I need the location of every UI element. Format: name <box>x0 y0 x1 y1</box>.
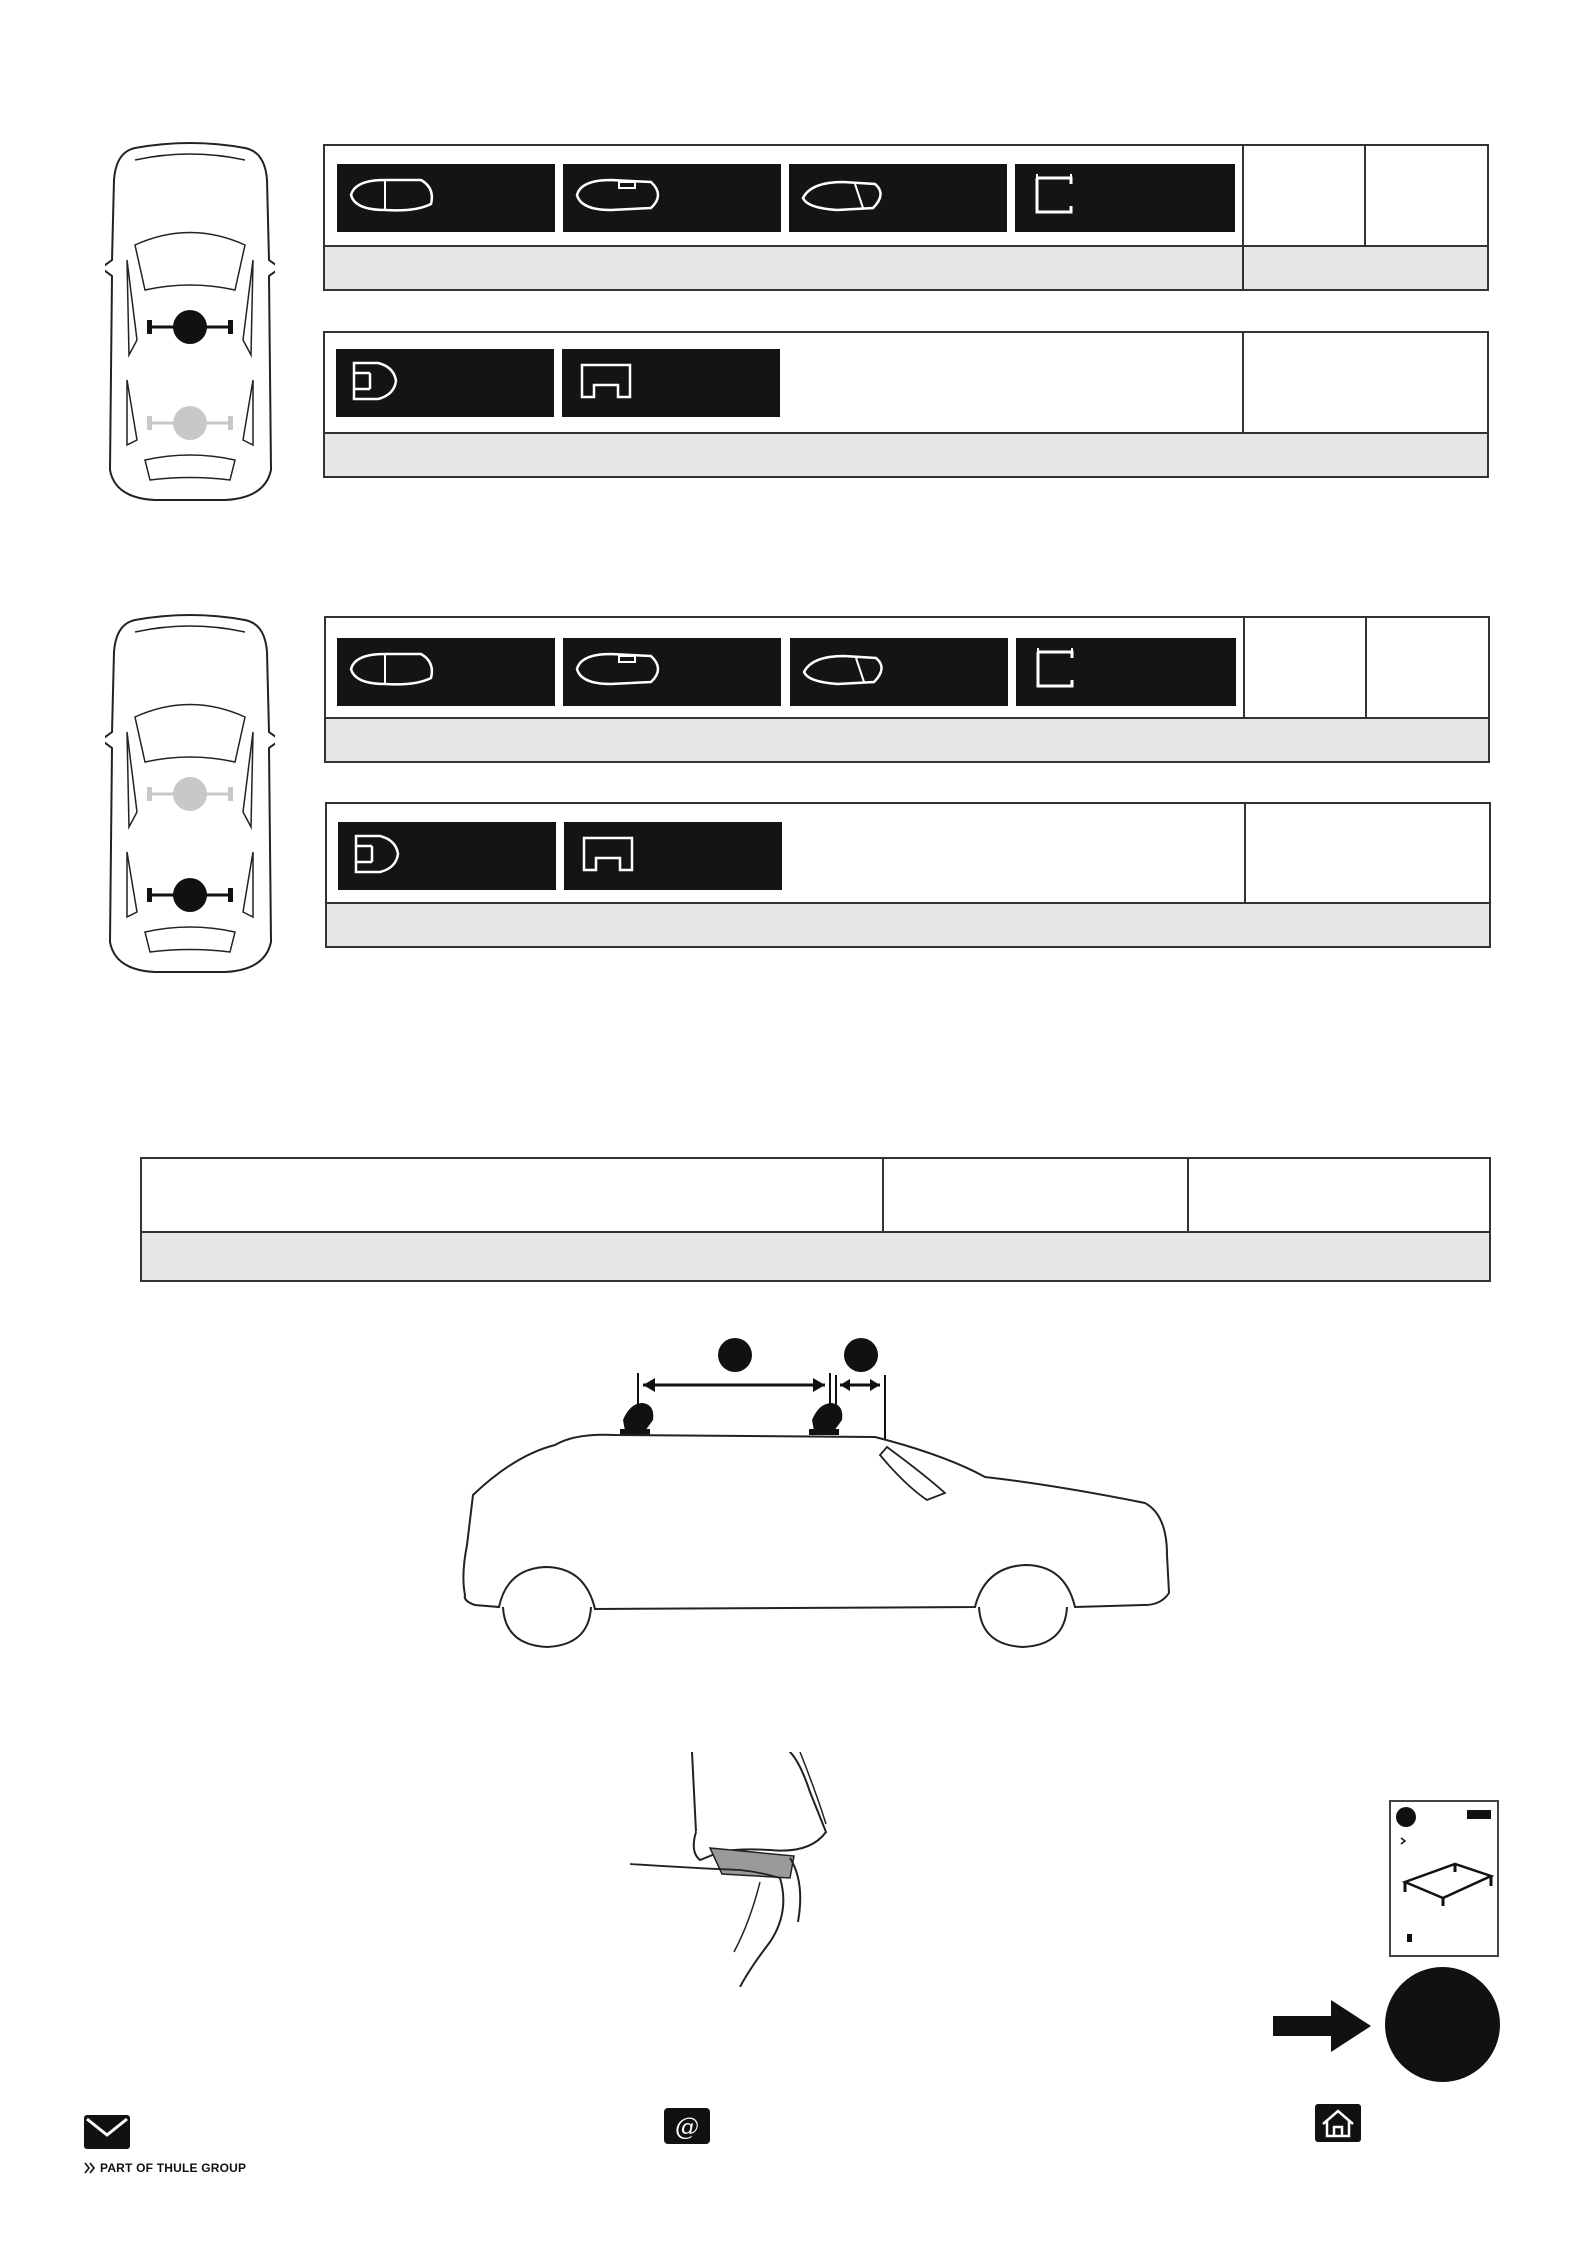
car-topview-rear <box>105 612 275 977</box>
slim-professional-bar-profile <box>564 822 782 890</box>
wingbar-profile <box>337 638 555 706</box>
professional-bar-profile <box>338 822 556 890</box>
chevrons-icon <box>84 2162 96 2174</box>
profile-table-rear-a <box>324 616 1490 763</box>
instruction-booklet-thumbnail <box>1389 1800 1499 1957</box>
wingbar-evo-profile <box>789 164 1007 232</box>
slim-professional-bar-profile <box>562 349 780 417</box>
wingbar-edge-profile <box>563 164 781 232</box>
next-step-circle[interactable] <box>1385 1967 1500 2082</box>
at-sign-icon[interactable] <box>664 2108 710 2144</box>
brand-line-text: PART OF THULE GROUP <box>100 2161 247 2175</box>
profile-table-front-a <box>323 144 1489 291</box>
wingbar-evo-profile <box>790 638 1008 706</box>
car-sideview-diagram <box>455 1325 1185 1705</box>
profile-table-rear-b <box>325 802 1491 948</box>
brand-line <box>84 2160 246 2176</box>
arrow-right-icon <box>1273 2000 1371 2052</box>
envelope-icon[interactable] <box>84 2115 130 2149</box>
squarebar-profile <box>1015 164 1235 232</box>
wingbar-profile <box>337 164 555 232</box>
foot-closeup-illustration <box>630 1752 890 1987</box>
svg-text:@: @ <box>675 2113 699 2141</box>
professional-bar-profile <box>336 349 554 417</box>
profile-table-front-b <box>323 331 1489 478</box>
car-topview-front <box>105 140 275 505</box>
squarebar-profile <box>1016 638 1236 706</box>
measurement-table <box>140 1157 1491 1282</box>
wingbar-edge-profile <box>563 638 781 706</box>
home-icon[interactable] <box>1315 2104 1361 2142</box>
